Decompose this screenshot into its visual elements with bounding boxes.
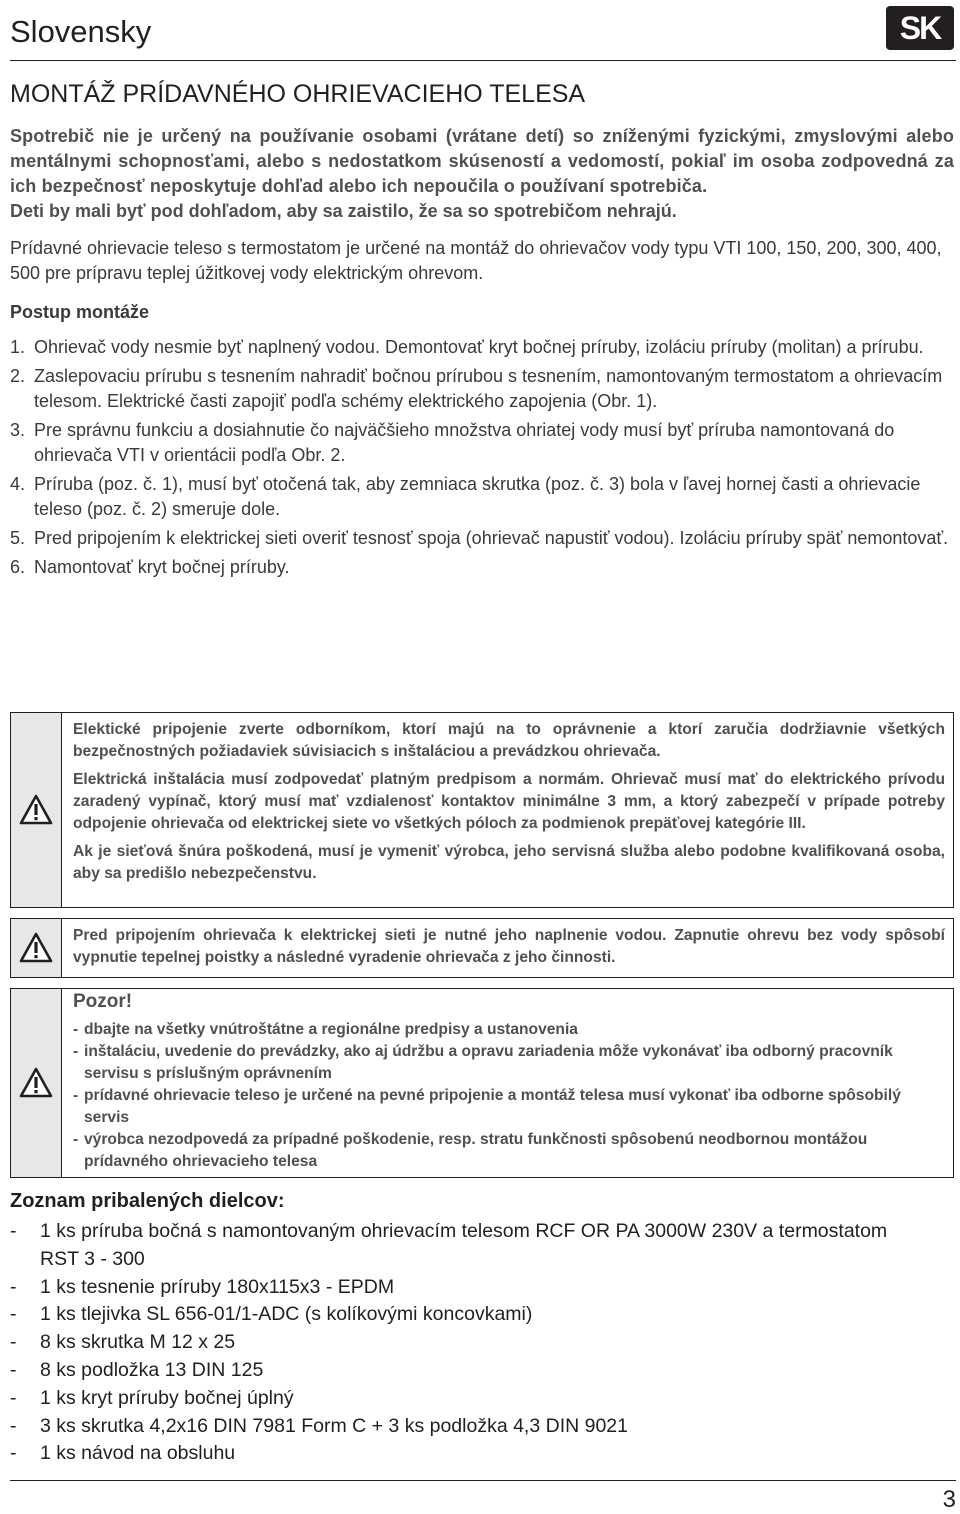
pozor-item-text: výrobca nezodpovedá za prípadné poškodenie, resp. stratu funkčnosti spôsobenú neodbornou montážou prídavného ohrievacieho telesa (84, 1131, 868, 1170)
dash-mark: - (73, 1131, 79, 1148)
procedure-heading: Postup montáže (10, 302, 150, 322)
procedure-step (10, 526, 954, 551)
pozor-warning-box (10, 988, 954, 1178)
dash-mark: - (10, 1358, 17, 1381)
step-number: 5. (10, 528, 26, 548)
step-number: 3. (10, 420, 26, 440)
parts-item-text: 8 ks podložka 13 DIN 125 (40, 1358, 264, 1381)
electrical-notice-3: Ak je sieťová šnúra poškodená, musí je vymeniť výrobca, jeho servisná služba alebo podobne kvalifikovaná osoba, aby sa predišlo nebezpečenstvu. (73, 843, 945, 882)
warning-triangle-icon (19, 932, 53, 964)
parts-item (10, 1385, 910, 1413)
parts-item-text: 1 ks kryt príruby bočnej úplný (40, 1386, 294, 1409)
step-text: Zaslepovaciu prírubu s tesnením nahradiť bočnou prírubou s tesnením, namontovaným termostatom a ohrievacím telesom. Elektrické časti zapojiť podľa schémy elektrického zapojenia (Obr. 1). (34, 366, 943, 411)
parts-item (10, 1274, 910, 1302)
warning-icon-panel (11, 713, 62, 907)
filling-warning-text: Pred pripojením ohrievača k elektrickej sieti je nutné jeho naplnenie vodou. Zapnutie ohrevu bez vody spôsobí vypnutie tepelnej poistky a následné vyradenie ohrievača z jeho činnosti. (73, 927, 945, 966)
dash-mark: - (10, 1331, 17, 1354)
parts-heading: Zoznam pribalených dielcov: (10, 1190, 285, 1212)
step-number: 2. (10, 366, 26, 386)
parts-item (10, 1301, 910, 1329)
dash-mark: - (10, 1220, 17, 1242)
pozor-warning-text (62, 989, 953, 1177)
section-title: MONTÁŽ PRÍDAVNÉHO OHRIEVACIEHO TELESA (10, 80, 586, 108)
pozor-item (73, 1085, 945, 1129)
step-text: Ohrievač vody nesmie byť naplnený vodou. Demontovať kryt bočnej príruby, izoláciu príruby (molitan) a prírubu. (34, 337, 924, 357)
parts-item-text: 8 ks skrutka M 12 x 25 (40, 1331, 236, 1354)
parts-item (10, 1218, 910, 1274)
electrical-notice-1: Elektické pripojenie zverte odborníkom, ktorí majú na to oprávnenie a ktorí zaručia dodržiavnie všetkých bezpečnostných požiadaviek súvisiacich s inštaláciou a prevádzkou ohrievača. (73, 721, 945, 760)
dash-mark: - (10, 1275, 17, 1298)
pozor-title: Pozor! (73, 991, 133, 1012)
safety-notice: Spotrebič nie je určený na používanie osobami (vrátane detí) so zníženými fyzickými, zmyslovými alebo mentálnymi schopnosťami, alebo s nedostatkom skúseností a vedomostí, pokiaľ im osoba zodpovedná za ich bezpečnosť neposkytuje dohľad alebo ich nepoučila o používaní spotrebiča. (10, 126, 954, 196)
electrical-notice-2: Elektrická inštalácia musí zodpovedať platným predpisom a normám. Ohrievač musí mať do elektrického prívodu zaradený vypínač, ktorý musí mať vzdialenosť kontaktov minimálne 3 mm, a ktorý zabezpečí v prípade potreby odpojenie ohrievača od elektrickej siete vo všetkých póloch za podmienok prepäťovej kategórie III. (73, 771, 945, 832)
dash-mark: - (10, 1303, 17, 1326)
parts-item (10, 1413, 910, 1441)
step-text: Príruba (poz. č. 1), musí byť otočená tak, aby zemniaca skrutka (poz. č. 3) bola v ľavej hornej časti a ohrievacie teleso (poz. č. 2) smeruje dole. (34, 474, 921, 519)
parts-item-text: 1 ks návod na obsluhu (40, 1442, 236, 1465)
parts-item-text: 1 ks príruba bočná s namontovaným ohrievacím telesom RCF OR PA 3000W 230V a termostatom RST 3 - 300 (40, 1220, 888, 1270)
pozor-item (73, 1041, 945, 1085)
step-text: Namontovať kryt bočnej príruby. (34, 557, 290, 577)
procedure-step (10, 418, 954, 468)
parts-item (10, 1440, 910, 1468)
parts-item-text: 1 ks tesnenie príruby 180x115x3 - EPDM (40, 1275, 395, 1298)
procedure-steps (10, 335, 954, 580)
step-number: 1. (10, 337, 26, 357)
parts-item-text: 1 ks tlejivka SL 656-01/1-ADC (s kolíkovými koncovkami) (40, 1303, 533, 1326)
step-number: 4. (10, 474, 26, 494)
product-description: Prídavné ohrievacie teleso s termostatom je určené na montáž do ohrievačov vody typu VTI 100, 150, 200, 300, 400, 500 pre prípravu teplej úžitkovej vody elektrickým ohrevom. (10, 238, 942, 283)
procedure-step (10, 555, 954, 580)
electrical-warning-text (62, 713, 953, 907)
parts-item (10, 1329, 910, 1357)
step-text: Pre správnu funkciu a dosiahnutie čo najväčšieho množstva ohriatej vody musí byť príruba namontovaná do ohrievača VTI v orientácii podľa Obr. 2. (34, 420, 895, 465)
dash-mark: - (73, 1043, 79, 1060)
parts-item (10, 1357, 910, 1385)
footer-rule (10, 1480, 956, 1481)
pozor-item (73, 1129, 945, 1173)
step-number: 6. (10, 557, 26, 577)
electrical-warning-box (10, 712, 954, 908)
step-text: Pred pripojením k elektrickej sieti overiť tesnosť spoja (ohrievač napustiť vodou). Izoláciu príruby späť nemontovať. (34, 528, 949, 548)
warning-triangle-icon (19, 1067, 53, 1099)
page-number: 3 (942, 1486, 956, 1513)
dash-mark: - (73, 1021, 79, 1038)
dash-mark: - (73, 1087, 79, 1104)
header-rule (10, 60, 956, 61)
dash-mark: - (10, 1386, 17, 1409)
children-notice: Deti by mali byť pod dohľadom, aby sa zaistilo, že sa so spotrebičom nehrajú. (10, 201, 677, 221)
procedure-step (10, 472, 954, 522)
language-badge: SK (886, 6, 954, 50)
instructions-body (10, 124, 954, 584)
pozor-item (73, 1019, 945, 1041)
dash-mark: - (10, 1442, 17, 1465)
warning-icon-panel (11, 919, 62, 977)
parts-item-text: 3 ks skrutka 4,2x16 DIN 7981 Form C + 3 ks podložka 4,3 DIN 9021 (40, 1414, 628, 1437)
manual-page (10, 0, 956, 1514)
pozor-item-text: prídavné ohrievacie teleso je určené na pevné pripojenie a montáž telesa musí vykonať iba odborne spôsobilý servis (84, 1087, 901, 1126)
warning-icon-panel (11, 989, 62, 1177)
language-heading: Slovensky (10, 14, 152, 49)
pozor-item-text: inštaláciu, uvedenie do prevádzky, ako aj údržbu a opravu zariadenia môže vykonávať iba odborný pracovník servisu s príslušným oprávnením (84, 1043, 893, 1082)
filling-warning-box (10, 918, 954, 978)
warning-triangle-icon (19, 794, 53, 826)
dash-mark: - (10, 1414, 17, 1437)
parts-list (10, 1218, 910, 1468)
procedure-step (10, 364, 954, 414)
pozor-item-text: dbajte na všetky vnútroštátne a regionálne predpisy a ustanovenia (84, 1021, 578, 1038)
procedure-step (10, 335, 954, 360)
